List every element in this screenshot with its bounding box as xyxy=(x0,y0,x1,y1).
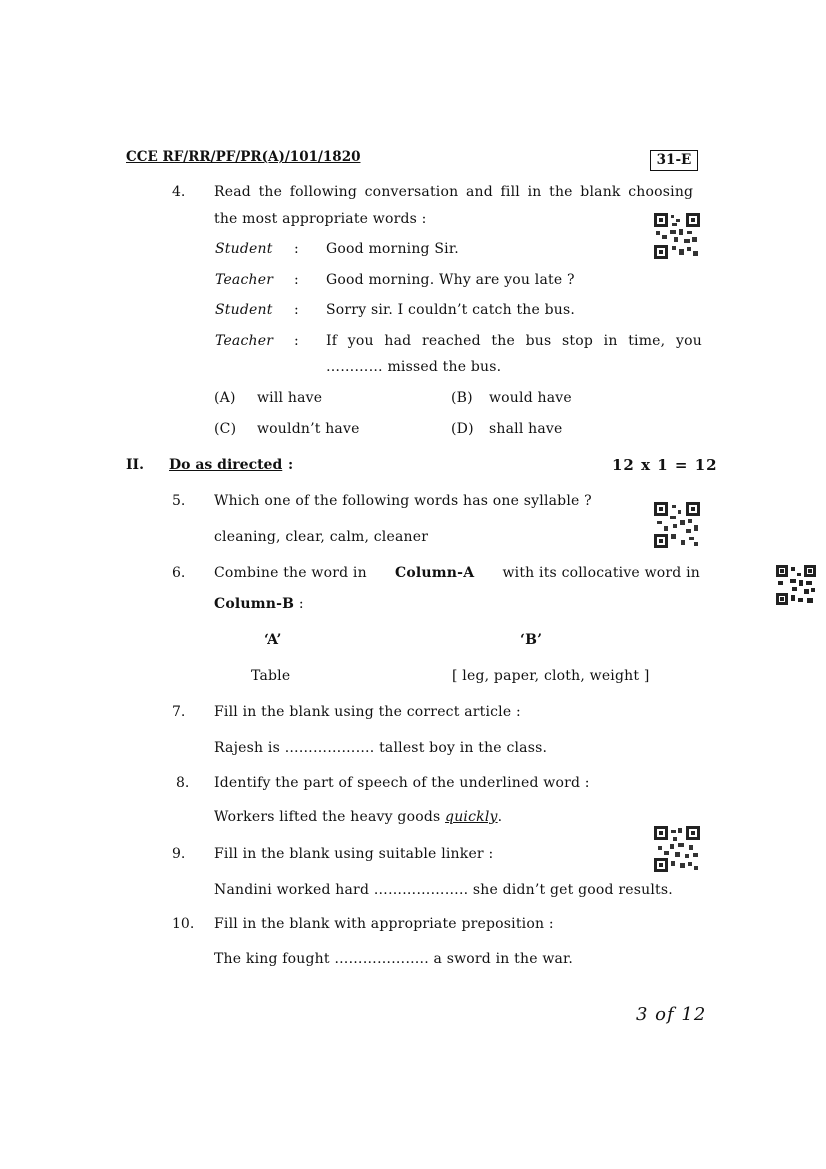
page-number: 3 of 12 xyxy=(636,1004,707,1025)
qr-code-icon xyxy=(654,213,700,259)
column-a-value: Table xyxy=(251,668,291,684)
q6-part-a: Combine the word in xyxy=(214,565,367,581)
section-title: Do as directed xyxy=(169,457,283,473)
dialogue-line: If you had reached the bus stop in time, you xyxy=(326,333,702,349)
separator: : xyxy=(294,272,299,288)
question-text xyxy=(214,184,700,200)
option-label: (A) xyxy=(214,390,236,406)
column-a-heading: ‘A’ xyxy=(264,632,282,648)
question-text: Fill in the blank using the correct article : xyxy=(214,704,521,720)
question-text: The king fought ……………….. a sword in the war. xyxy=(214,951,574,967)
exam-code: CCE RF/RR/PF/PR(A)/101/1820 xyxy=(126,149,361,165)
q8-period: . xyxy=(497,809,503,825)
option-text: will have xyxy=(257,390,323,406)
question-text: Fill in the blank with appropriate preposition : xyxy=(214,916,554,932)
question-text xyxy=(214,565,700,581)
qr-code-icon xyxy=(776,565,816,605)
question-text xyxy=(214,809,502,825)
separator: : xyxy=(294,302,299,318)
dialogue-line: Sorry sir. I couldn’t catch the bus. xyxy=(326,302,576,318)
dialogue-line: ………… missed the bus. xyxy=(326,359,502,375)
option-label: (C) xyxy=(214,421,237,437)
question-number: 5. xyxy=(172,493,186,509)
qr-code-icon xyxy=(654,502,700,548)
question-text: Rajesh is ………………. tallest boy in the class. xyxy=(214,740,548,756)
q6-column-b: Column-B xyxy=(214,596,295,612)
question-number: 7. xyxy=(172,704,186,720)
question-text xyxy=(214,596,304,612)
question-text: Fill in the blank using suitable linker : xyxy=(214,846,494,862)
option-text: would have xyxy=(489,390,572,406)
question-number: 10. xyxy=(172,916,195,932)
option-text: wouldn’t have xyxy=(257,421,360,437)
question-text: Which one of the following words has one syllable ? xyxy=(214,493,592,509)
column-b-heading: ‘B’ xyxy=(520,632,543,648)
section-roman: II. xyxy=(126,457,144,473)
section-colon: : xyxy=(288,457,294,473)
dialogue-line: Good morning. Why are you late ? xyxy=(326,272,575,288)
dialogue-line: Good morning Sir. xyxy=(326,241,459,257)
speaker: Teacher xyxy=(215,272,274,288)
question-number: 6. xyxy=(172,565,186,581)
question-text: Nandini worked hard ……………….. she didn’t get good results. xyxy=(214,882,673,898)
q6-column-a: Column-A xyxy=(395,565,475,581)
speaker: Student xyxy=(215,302,273,318)
section-marks: 12 x 1 = 12 xyxy=(612,456,718,474)
q6-colon: : xyxy=(298,596,304,612)
separator: : xyxy=(294,333,299,349)
option-label: (B) xyxy=(451,390,473,406)
q8-sentence: Workers lifted the heavy goods xyxy=(214,809,441,825)
speaker: Teacher xyxy=(215,333,274,349)
paper-code-box: 31-E xyxy=(650,150,698,171)
speaker: Student xyxy=(215,241,273,257)
question-number: 8. xyxy=(176,775,190,791)
column-b-value: [ leg, paper, cloth, weight ] xyxy=(452,668,650,684)
option-label: (D) xyxy=(451,421,474,437)
question-number: 4. xyxy=(172,184,186,200)
underlined-word: quickly xyxy=(445,809,498,825)
separator: : xyxy=(294,241,299,257)
question-number: 9. xyxy=(172,846,186,862)
question-text: cleaning, clear, calm, cleaner xyxy=(214,529,429,545)
question-text: Identify the part of speech of the underlined word : xyxy=(214,775,590,791)
qr-code-icon xyxy=(654,826,700,872)
q6-part-c: with its collocative word in xyxy=(502,565,700,581)
option-text: shall have xyxy=(489,421,563,437)
q4-line1: Read the following conversation and fill in the blank choosing xyxy=(214,184,694,200)
question-text: the most appropriate words : xyxy=(214,211,427,227)
